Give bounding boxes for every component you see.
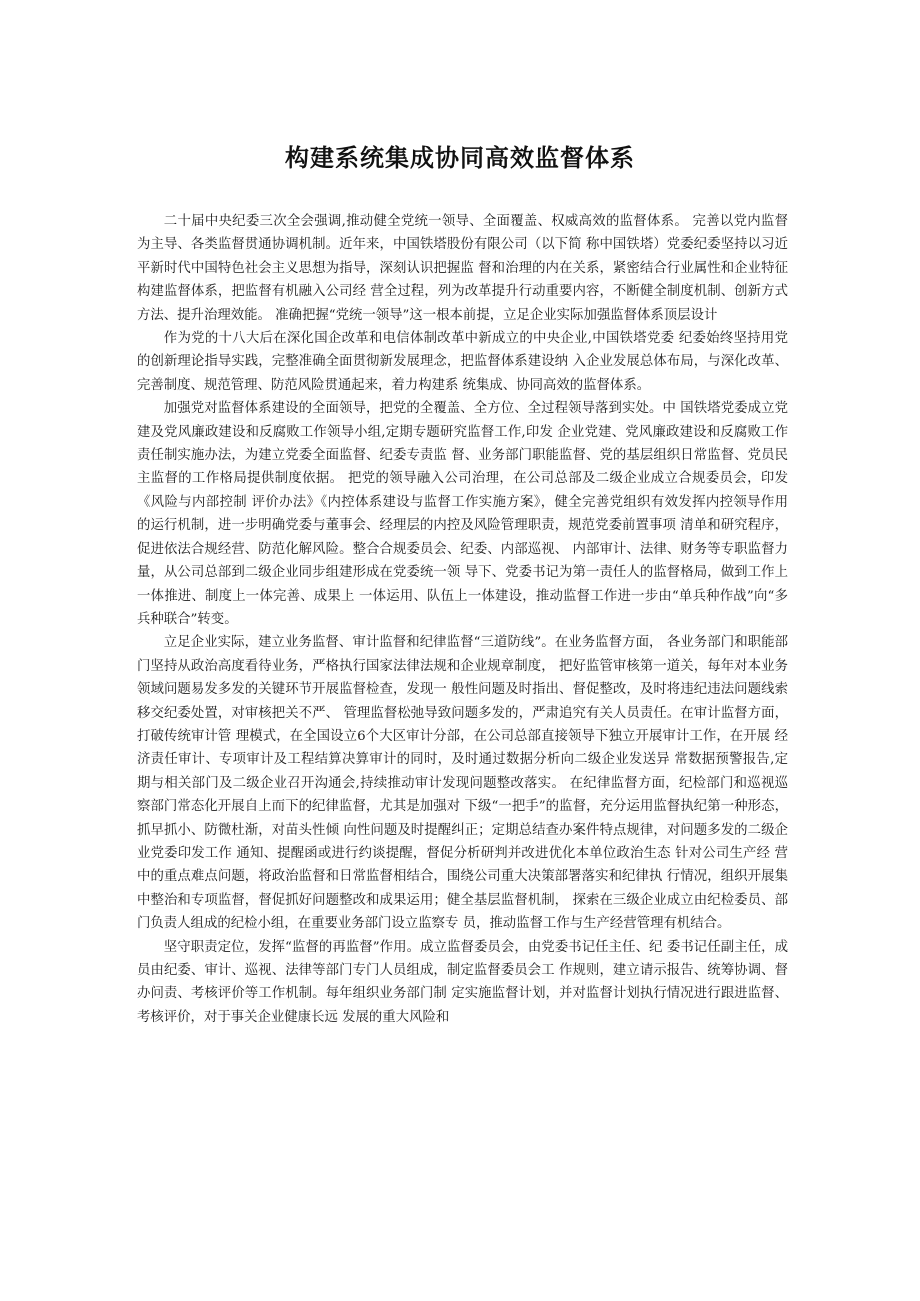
paragraph-4: 立足企业实际，建立业务监督、审计监督和纪律监督“三道防线”。在业务监督方面， 各业务部门和职能部门坚持从政治高度看待业务，严格执行国家法律法规和企业规章制度， 把好监管审核第一道关，每年对本业务领域问题易发多发的关键环节开展监督检查，发现一 般性问题及时指出、督促整改，及时将违纪违法问题线索移交纪委处置，对审核把关不严、 管理监督松弛导致问题多发的，严肃追究有关人员责任。在审计监督方面，打破传统审计管 理模式，在全国设立6个大区审计分部，在公司总部直接领导下独立开展审计工作，在开展 经济责任审计、专项审计及工程结算决算审计的同时，及时通过数据分析向二级企业发送异 常数据预警报告,定期与相关部门及二级企业召开沟通会,持续推动审计发现问题整改落实。 在纪律监督方面，纪检部门和巡视巡察部门常态化开展自上而下的纪律监督，尤其是加强对 下级“一把手”的监督，充分运用监督执纪第一种形态，抓早抓小、防微杜渐，对苗头性倾 向性问题及时提醒纠正；定期总结查办案件特点规律，对问题多发的二级企业党委印发工作 通知、提醒函或进行约谈提醒，督促分析研判并改进优化本单位政治生态 针对公司生产经 营中的重点难点问题，将政治监督和日常监督相结合，围绕公司重大决策部署落实和纪律执 行情况，组织开展集中整治和专项监督，督促抓好问题整改和成果运用；健全基层监督机制， 探索在三级企业成立由纪检委员、部门负责人组成的纪检小组，在重要业务部门设立监察专 员，推动监督工作与生产经营管理有机结合。 [137, 635, 788, 932]
paragraph-2: 作为党的十八大后在深化国企改革和电信体制改革中新成立的中央企业,中国铁塔党委 纪委始终坚持用党的创新理论指导实践，完整准确全面贯彻新发展理念，把监督体系建设纳 入企业发展总体布局，与深化改革、完善制度、规范管理、防范风险贯通起来，着力构建系 统集成、协同高效的监督体系。 [137, 331, 788, 393]
paragraph-3: 加强党对监督体系建设的全面领导，把党的全覆盖、全方位、全过程领导落到实处。中 国铁塔党委成立党建及党风廉政建设和反腐败工作领导小组,定期专题研究监督工作,印发 企业党建、党风廉政建设和反腐败工作责任制实施办法，为建立党委全面监督、纪委专责监 督、业务部门职能监督、党的基层组织日常监督、党员民主监督的工作格局提供制度依据。 把党的领导融入公司治理，在公司总部及二级企业成立合规委员会，印发《风险与内部控制 评价办法》《内控体系建设与监督工作实施方案》，健全完善党组织有效发挥内控领导作用 的运行机制，进一步明确党委与董事会、经理层的内控及风险管理职责，规范党委前置事项 清单和研究程序，促进依法合规经营、防范化解风险。整合合规委员会、纪委、内部巡视、 内部审计、法律、财务等专职监督力量，从公司总部到二级企业同步组建形成在党委统一领 导下、党委书记为第一责任人的监督格局，做到工作上一体推进、制度上一体完善、成果上 一体运用、队伍上一体建设，推动监督工作进一步由“单兵种作战”向“多兵种联合”转变。 [137, 401, 788, 627]
document-title: 构建系统集成协同高效监督体系 [285, 144, 635, 172]
paragraph-5: 坚守职责定位，发挥“监督的再监督”作用。成立监督委员会，由党委书记任主任、纪 委书记任副主任，成员由纪委、审计、巡视、法律等部门专门人员组成，制定监督委员会工 作规则，建立请示报告、统筹协调、督办问责、考核评价等工作机制。每年组织业务部门制 定实施监督计划，并对监督计划执行情况进行跟进监督、考核评价，对于事关企业健康长远 发展的重大风险和 [137, 939, 788, 1025]
paragraph-1: 二十届中央纪委三次全会强调,推动健全党统一领导、全面覆盖、权威高效的监督体系。 完善以党内监督为主导、各类监督贯通协调机制。近年来，中国铁塔股份有限公司（以下简 称中国铁塔）党委纪委坚持以习近平新时代中国特色社会主义思想为指导，深刻认识把握监 督和治理的内在关系，紧密结合行业属性和企业特征构建监督体系，把监督有机融入公司经 营全过程，列为改革提升行动重要内容，不断健全制度机制、创新方式方法、提升治理效能。 准确把握“党统一领导”这一根本前提，立足企业实际加强监督体系顶层设计 [137, 214, 788, 323]
document-body [137, 210, 788, 1029]
